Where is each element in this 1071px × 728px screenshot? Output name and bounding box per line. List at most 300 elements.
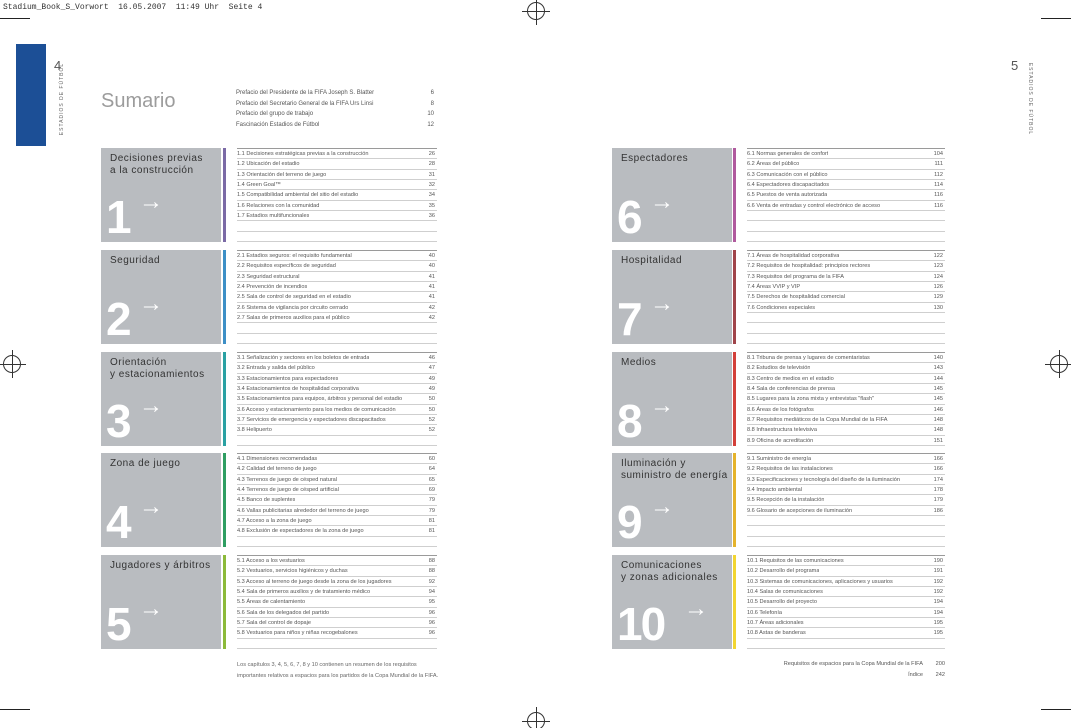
prelim-row[interactable]: Prefacio del grupo de trabajo 10 xyxy=(236,111,434,117)
toc-entry[interactable] xyxy=(237,211,437,221)
chapter-title: Zona de juego xyxy=(110,458,181,469)
toc-entry[interactable] xyxy=(237,628,437,638)
toc-entry-label: 3.3 Estacionamientos para espectadores xyxy=(237,375,339,382)
toc-entry-page: 36 xyxy=(428,212,435,219)
toc-entry[interactable] xyxy=(747,353,945,363)
toc-entry[interactable] xyxy=(747,577,945,587)
chapter-color-bar xyxy=(223,352,226,446)
preliminaries-list xyxy=(236,90,434,132)
toc-entry-page: 140 xyxy=(933,355,943,361)
toc-entry[interactable] xyxy=(747,292,945,302)
toc-entry[interactable] xyxy=(237,159,437,169)
toc-entry-label: 7.6 Condiciones especiales xyxy=(747,304,816,311)
toc-entry-page: 96 xyxy=(428,609,435,616)
toc-entry-label: 2.5 Sala de control de seguridad en el estadio xyxy=(237,294,351,301)
toc-entry[interactable] xyxy=(237,292,437,302)
toc-entry-page: 166 xyxy=(933,466,943,473)
toc-entry-label: 10.6 Telefonía xyxy=(747,609,783,616)
toc-empty-row xyxy=(747,211,945,221)
chapter-card-1[interactable] xyxy=(101,148,221,242)
toc-entry-label: 3.5 Estacionamientos para equipos, árbitros y personal del estadio xyxy=(237,396,403,403)
chapter-number: 3 xyxy=(106,395,130,447)
toc-entry[interactable] xyxy=(237,566,437,576)
toc-entry[interactable] xyxy=(747,405,945,415)
toc-entry[interactable] xyxy=(237,313,437,323)
chapter-color-bar xyxy=(223,555,226,649)
toc-entry-page: 96 xyxy=(428,630,435,637)
chapter-entries-10 xyxy=(747,555,945,649)
toc-entry[interactable] xyxy=(237,363,437,373)
chapter-entries-2 xyxy=(237,250,437,344)
toc-entry[interactable] xyxy=(237,506,437,516)
toc-entry-page: 145 xyxy=(933,396,943,403)
chapter-color-bar xyxy=(223,148,226,242)
chapter-color-bar xyxy=(733,453,736,547)
toc-entry-page: 28 xyxy=(428,161,435,168)
arrow-right-icon: → xyxy=(650,392,674,419)
toc-entry[interactable] xyxy=(747,251,945,261)
toc-entry[interactable] xyxy=(747,272,945,282)
prelim-row[interactable]: Fascinación Estadios de Fútbol 12 xyxy=(236,121,434,128)
toc-entry-page: 88 xyxy=(428,568,435,575)
toc-entry-page: 194 xyxy=(933,599,943,606)
toc-entry[interactable] xyxy=(237,475,437,485)
toc-entry-label: 7.5 Derechos de hospitalidad comercial xyxy=(747,294,845,301)
registration-mark-icon xyxy=(1050,355,1068,373)
arrow-right-icon: → xyxy=(650,493,674,520)
toc-entry-page: 40 xyxy=(428,263,435,270)
toc-entry-page: 94 xyxy=(428,588,435,595)
chapter-entries-7 xyxy=(747,250,945,344)
chapter-card-5[interactable] xyxy=(101,555,221,649)
toc-entry-page: 148 xyxy=(933,427,943,434)
toc-entry-page: 41 xyxy=(428,283,435,290)
toc-empty-row xyxy=(237,436,437,446)
toc-entry-label: 2.6 Sistema de vigilancia por circuito cerrado xyxy=(237,304,349,311)
toc-entry[interactable] xyxy=(747,436,945,446)
toc-entry-page: 47 xyxy=(428,365,435,372)
toc-entry-label: 6.6 Venta de entradas y control electrónico de acceso xyxy=(747,202,881,209)
toc-entry-label: 6.2 Áreas del público xyxy=(747,161,800,168)
arrow-right-icon: → xyxy=(650,188,674,215)
toc-entry[interactable] xyxy=(237,485,437,495)
toc-entry[interactable] xyxy=(237,201,437,211)
toc-entry-label: 7.4 Áreas VVIP y VIP xyxy=(747,283,801,290)
prelim-row[interactable]: Prefacio del Secretario General de la FIFA Urs Linsi 8 xyxy=(236,100,434,107)
chapter-color-bar xyxy=(733,250,736,344)
toc-entry-page: 194 xyxy=(933,609,943,616)
toc-entry-label: 3.6 Acceso y estacionamiento para los medios de comunicación xyxy=(237,406,396,413)
toc-entry-label: 5.4 Sala de primeros auxilios y de tratamiento médico xyxy=(237,588,371,595)
chapter-number: 10 xyxy=(617,598,665,650)
toc-entry-page: 64 xyxy=(428,466,435,473)
toc-entry[interactable] xyxy=(747,464,945,474)
toc-entry-label: 4.4 Terrenos de juego de césped artificial xyxy=(237,486,339,493)
toc-entry[interactable] xyxy=(237,526,437,536)
end-entry-requisitos[interactable]: Requisitos de espacios para la Copa Mundial de la FIFA 200 xyxy=(783,661,945,667)
toc-entry-page: 195 xyxy=(933,619,943,626)
chapter-card-7[interactable] xyxy=(612,250,732,344)
toc-entry-page: 143 xyxy=(933,365,943,372)
toc-entry-page: 146 xyxy=(933,406,943,413)
toc-entry-page: 104 xyxy=(933,151,943,157)
toc-entry-label: 6.5 Puestos de venta autorizada xyxy=(747,192,828,199)
toc-entry-label: 4.6 Vallas publicitarias alrededor del terreno de juego xyxy=(237,507,369,514)
toc-entry-label: 10.1 Requisitos de las comunicaciones xyxy=(747,558,844,564)
toc-entry-page: 31 xyxy=(428,171,435,178)
chapter-entries-4 xyxy=(237,453,437,547)
chapter-entries-5 xyxy=(237,555,437,649)
toc-entry-label: 9.3 Especificaciones y tecnología del diseño de la iluminación xyxy=(747,476,900,483)
toc-entry[interactable] xyxy=(747,394,945,404)
toc-entry-page: 46 xyxy=(428,355,435,361)
toc-entry-page: 95 xyxy=(428,599,435,606)
toc-entry[interactable] xyxy=(237,251,437,261)
right-page-number: 5 xyxy=(1011,58,1019,73)
toc-entry-label: 3.2 Entrada y salida del público xyxy=(237,365,315,372)
toc-entry[interactable] xyxy=(747,556,945,566)
toc-entry[interactable] xyxy=(747,485,945,495)
toc-entry[interactable] xyxy=(747,303,945,313)
toc-entry-page: 34 xyxy=(428,192,435,199)
toc-entry-label: 9.4 Impacto ambiental xyxy=(747,486,803,493)
toc-entry[interactable] xyxy=(747,170,945,180)
chapter-number: 5 xyxy=(106,598,130,650)
toc-entry-page: 35 xyxy=(428,202,435,209)
chapter-number: 8 xyxy=(617,395,641,447)
toc-entry-label: 5.5 Áreas de calentamiento xyxy=(237,599,306,606)
toc-entry-label: 1.5 Compatibilidad ambiental del sitio del estadio xyxy=(237,192,359,199)
chapter-number: 6 xyxy=(617,191,641,243)
toc-empty-row xyxy=(237,221,437,231)
toc-entry-label: 5.2 Vestuarios, servicios higiénicos y duchas xyxy=(237,568,348,575)
toc-empty-row xyxy=(237,232,437,242)
toc-entry[interactable] xyxy=(747,597,945,607)
toc-entry-page: 65 xyxy=(428,476,435,483)
chapter-entries-3 xyxy=(237,352,437,446)
toc-entry-label: 2.4 Prevención de incendios xyxy=(237,283,308,290)
toc-entry[interactable] xyxy=(237,190,437,200)
toc-entry-label: 3.8 Helipuerto xyxy=(237,427,272,434)
crop-mark xyxy=(1041,709,1071,710)
toc-entry-label: 4.7 Acceso a la zona de juego xyxy=(237,517,312,524)
toc-entry[interactable] xyxy=(747,190,945,200)
toc-entry[interactable] xyxy=(237,180,437,190)
toc-entry[interactable] xyxy=(747,425,945,435)
toc-entry[interactable] xyxy=(237,272,437,282)
toc-entry-label: 7.1 Áreas de hospitalidad corporativa xyxy=(747,253,840,259)
toc-entry-page: 41 xyxy=(428,294,435,301)
toc-entry-page: 122 xyxy=(933,253,943,259)
toc-entry[interactable] xyxy=(747,587,945,597)
toc-entry[interactable] xyxy=(747,384,945,394)
page-title: Sumario xyxy=(101,90,176,112)
toc-entry-label: 8.7 Requisitos mediáticos de la Copa Mundial de la FIFA xyxy=(747,416,888,423)
chapter-title: Comunicaciones y zonas adicionales xyxy=(621,560,718,583)
toc-entry-page: 151 xyxy=(933,437,943,444)
toc-entry-page: 174 xyxy=(933,476,943,483)
toc-entry[interactable] xyxy=(237,425,437,435)
chapter-entries-1 xyxy=(237,148,437,242)
toc-entry[interactable] xyxy=(237,577,437,587)
toc-entry-label: 8.5 Lugares para la zona mixta y entrevistas "flash" xyxy=(747,396,875,403)
toc-entry-page: 129 xyxy=(933,294,943,301)
toc-entry-page: 116 xyxy=(934,192,943,199)
chapter-title: Decisiones previas a la construcción xyxy=(110,153,203,176)
chapter-title: Jugadores y árbitros xyxy=(110,560,211,571)
toc-entry-page: 41 xyxy=(428,273,435,280)
chapter-entries-8 xyxy=(747,352,945,446)
toc-entry-page: 130 xyxy=(933,304,943,311)
chapter-card-10[interactable] xyxy=(612,555,732,649)
toc-entry-page: 52 xyxy=(428,427,435,434)
chapter-color-bar xyxy=(733,148,736,242)
toc-entry-page: 42 xyxy=(428,304,435,311)
toc-entry-page: 190 xyxy=(933,558,943,564)
toc-entry-label: 10.3 Sistemas de comunicaciones, aplicaciones y usuarios xyxy=(747,578,893,585)
toc-entry[interactable] xyxy=(747,261,945,271)
toc-entry-page: 116 xyxy=(934,202,943,209)
toc-entry-label: 4.1 Dimensiones recomendadas xyxy=(237,456,318,462)
arrow-right-icon: → xyxy=(139,290,163,317)
toc-empty-row xyxy=(237,639,437,649)
toc-entry[interactable] xyxy=(237,353,437,363)
footnote: Los capítulos 3, 4, 5, 6, 7, 8 y 10 contienen un resumen de los requisitos importantes relativos a espacios para los partidos de la Copa Mundial de la FIFA. xyxy=(237,662,439,679)
chapter-number: 1 xyxy=(106,191,130,243)
toc-entry[interactable] xyxy=(237,464,437,474)
toc-entry-page: 124 xyxy=(933,273,943,280)
toc-entry-label: 1.2 Ubicación del estadio xyxy=(237,161,300,168)
toc-entry-page: 79 xyxy=(428,497,435,504)
registration-mark-icon xyxy=(3,355,21,373)
registration-mark-icon xyxy=(527,2,545,20)
toc-entry-page: 111 xyxy=(934,161,943,168)
toc-entry[interactable] xyxy=(747,159,945,169)
toc-entry[interactable] xyxy=(237,608,437,618)
toc-empty-row xyxy=(747,232,945,242)
toc-entry[interactable] xyxy=(747,628,945,638)
toc-entry-label: 9.2 Requisitos de las instalaciones xyxy=(747,466,833,473)
toc-entry-page: 192 xyxy=(933,588,943,595)
toc-entry[interactable] xyxy=(747,282,945,292)
toc-entry-label: 9.5 Recepción de la instalación xyxy=(747,497,825,504)
toc-entry-label: 1.4 Green Goal™ xyxy=(237,181,281,188)
arrow-right-icon: → xyxy=(139,493,163,520)
toc-entry-label: 1.1 Decisiones estratégicas previas a la construcción xyxy=(237,151,369,157)
toc-entry-page: 42 xyxy=(428,314,435,321)
toc-entry-label: 3.7 Servicios de emergencia y espectadores discapacitados xyxy=(237,416,386,423)
toc-entry[interactable] xyxy=(237,261,437,271)
toc-entry[interactable] xyxy=(237,495,437,505)
toc-entry-label: 8.4 Sala de conferencias de prensa xyxy=(747,385,836,392)
toc-entry[interactable] xyxy=(747,201,945,211)
arrow-right-icon: → xyxy=(684,595,708,622)
toc-entry-page: 88 xyxy=(428,558,435,564)
toc-entry-page: 112 xyxy=(934,171,943,178)
toc-entry-page: 192 xyxy=(933,578,943,585)
toc-entry-page: 32 xyxy=(428,181,435,188)
toc-empty-row xyxy=(747,526,945,536)
toc-empty-row xyxy=(747,221,945,231)
toc-entry-label: 2.3 Seguridad estructural xyxy=(237,273,300,280)
toc-entry-page: 69 xyxy=(428,486,435,493)
toc-entry[interactable] xyxy=(237,149,437,159)
toc-entry-page: 92 xyxy=(428,578,435,585)
toc-entry-page: 145 xyxy=(933,385,943,392)
chapter-card-2[interactable] xyxy=(101,250,221,344)
left-page-tab xyxy=(16,44,46,146)
toc-empty-row xyxy=(747,639,945,649)
right-side-label: ESTADIOS DE FÚTBOL xyxy=(1027,62,1034,136)
toc-entry-label: 4.2 Calidad del terreno de juego xyxy=(237,466,317,473)
toc-entry[interactable] xyxy=(747,475,945,485)
toc-empty-row xyxy=(237,537,437,547)
chapter-color-bar xyxy=(733,352,736,446)
toc-entry[interactable] xyxy=(237,303,437,313)
toc-entry[interactable] xyxy=(237,556,437,566)
toc-entry-page: 114 xyxy=(934,181,943,188)
toc-entry-label: 2.1 Estadios seguros: el requisito fundamental xyxy=(237,253,352,259)
toc-entry-label: 9.6 Glosario de acepciones de iluminación xyxy=(747,507,853,514)
toc-entry[interactable] xyxy=(237,415,437,425)
toc-entry-page: 26 xyxy=(428,151,435,157)
arrow-right-icon: → xyxy=(139,392,163,419)
toc-entry-page: 195 xyxy=(933,630,943,637)
registration-mark-icon xyxy=(527,712,545,728)
toc-entry-label: 3.1 Señalización y sectores en los boletos de entrada xyxy=(237,355,370,361)
arrow-right-icon: → xyxy=(139,595,163,622)
toc-entry[interactable] xyxy=(237,405,437,415)
toc-entry-label: 8.1 Tribuna de prensa y lugares de comentaristas xyxy=(747,355,870,361)
toc-entry[interactable] xyxy=(747,506,945,516)
toc-entry-label: 9.1 Suministro de energía xyxy=(747,456,812,462)
crop-mark xyxy=(0,709,30,710)
toc-entry-page: 79 xyxy=(428,507,435,514)
toc-entry-label: 5.8 Vestuarios para niños y niñas recogebalones xyxy=(237,630,358,637)
chapter-card-8[interactable] xyxy=(612,352,732,446)
toc-entry[interactable] xyxy=(747,180,945,190)
toc-empty-row xyxy=(237,323,437,333)
toc-entry-page: 179 xyxy=(933,497,943,504)
toc-entry[interactable] xyxy=(747,495,945,505)
toc-entry-page: 166 xyxy=(933,456,943,462)
toc-entry[interactable] xyxy=(237,516,437,526)
toc-entry-page: 40 xyxy=(428,253,435,259)
toc-entry[interactable] xyxy=(237,384,437,394)
toc-entry-label: 8.9 Oficina de acreditación xyxy=(747,437,814,444)
toc-empty-row xyxy=(747,334,945,344)
toc-entry[interactable] xyxy=(747,608,945,618)
toc-entry-page: 186 xyxy=(933,507,943,514)
crop-mark xyxy=(0,18,30,19)
toc-entry[interactable] xyxy=(237,374,437,384)
toc-entry-label: 1.6 Relaciones con la comunidad xyxy=(237,202,320,209)
toc-entry-page: 96 xyxy=(428,619,435,626)
toc-entry-page: 178 xyxy=(933,486,943,493)
toc-empty-row xyxy=(747,516,945,526)
toc-entry[interactable] xyxy=(237,454,437,464)
prelim-row[interactable]: Prefacio del Presidente de la FIFA Joseph S. Blatter 6 xyxy=(236,90,434,96)
toc-entry-label: 8.6 Áreas de los fotógrafos xyxy=(747,406,814,413)
toc-entry[interactable] xyxy=(237,282,437,292)
toc-entry[interactable] xyxy=(747,415,945,425)
toc-entry-page: 81 xyxy=(428,517,435,524)
toc-entry[interactable] xyxy=(747,454,945,464)
chapter-title: Hospitalidad xyxy=(621,255,683,266)
toc-empty-row xyxy=(747,537,945,547)
toc-entry-page: 50 xyxy=(428,406,435,413)
toc-entry[interactable] xyxy=(747,149,945,159)
toc-entry-label: 1.3 Orientación del terreno de juego xyxy=(237,171,327,178)
toc-entry-label: 5.1 Acceso a los vestuarios xyxy=(237,558,305,564)
toc-entry-label: 2.2 Requisitos específicos de seguridad xyxy=(237,263,336,270)
left-side-label: ESTADIOS DE FÚTBOL xyxy=(59,62,66,136)
chapter-color-bar xyxy=(223,453,226,547)
toc-entry[interactable] xyxy=(747,566,945,576)
toc-entry-label: 10.4 Salas de comunicaciones xyxy=(747,588,823,595)
chapter-number: 2 xyxy=(106,293,130,345)
toc-entry[interactable] xyxy=(237,170,437,180)
toc-entry-label: 3.4 Estacionamientos de hospitalidad corporativa xyxy=(237,385,359,392)
toc-entry-page: 49 xyxy=(428,375,435,382)
toc-entry[interactable] xyxy=(237,597,437,607)
toc-entry-label: 4.5 Banco de suplentes xyxy=(237,497,296,504)
toc-entry[interactable] xyxy=(747,363,945,373)
toc-entry-label: 2.7 Salas de primeros auxilios para el público xyxy=(237,314,350,321)
toc-entry-label: 8.8 Infraestructura televisiva xyxy=(747,427,817,434)
chapter-card-3[interactable] xyxy=(101,352,221,446)
chapter-number: 9 xyxy=(617,496,641,548)
toc-entry-page: 49 xyxy=(428,385,435,392)
chapter-card-6[interactable] xyxy=(612,148,732,242)
toc-entry-label: 4.3 Terrenos de juego de césped natural xyxy=(237,476,338,483)
toc-entry-label: 5.7 Sala del control de dopaje xyxy=(237,619,312,626)
toc-entry-page: 148 xyxy=(933,416,943,423)
toc-entry-page: 60 xyxy=(428,456,435,462)
toc-entry-page: 126 xyxy=(933,283,943,290)
toc-entry-label: 6.1 Normas generales de confort xyxy=(747,151,829,157)
toc-entry[interactable] xyxy=(747,374,945,384)
toc-entry-page: 81 xyxy=(428,528,435,535)
toc-entry-label: 6.4 Espectadores discapacitados xyxy=(747,181,830,188)
toc-entry-page: 52 xyxy=(428,416,435,423)
toc-entry-page: 191 xyxy=(933,568,943,575)
toc-entry[interactable] xyxy=(237,618,437,628)
chapter-title: Iluminación y suministro de energía xyxy=(621,458,728,481)
toc-entry-page: 50 xyxy=(428,396,435,403)
chapter-color-bar xyxy=(733,555,736,649)
toc-entry[interactable] xyxy=(747,618,945,628)
toc-empty-row xyxy=(237,334,437,344)
toc-entry-label: 7.3 Requisitos del programa de la FIFA xyxy=(747,273,845,280)
chapter-title: Orientación y estacionamientos xyxy=(110,357,205,380)
chapter-title: Espectadores xyxy=(621,153,689,164)
chapter-entries-6 xyxy=(747,148,945,242)
end-entry-indice[interactable]: Índice 242 xyxy=(908,672,945,678)
crop-mark xyxy=(1041,18,1071,19)
chapter-number: 7 xyxy=(617,293,641,345)
toc-entry-label: 10.7 Áreas adicionales xyxy=(747,619,804,626)
chapter-title: Seguridad xyxy=(110,255,161,266)
toc-entry[interactable] xyxy=(237,587,437,597)
toc-entry-label: 5.6 Sala de los delegados del partido xyxy=(237,609,330,616)
chapter-card-9[interactable] xyxy=(612,453,732,547)
toc-entry[interactable] xyxy=(237,394,437,404)
printer-slug: Stadium_Book_S_Vorwort 16.05.2007 11:49 Uhr Seite 4 xyxy=(3,3,263,12)
chapter-card-4[interactable] xyxy=(101,453,221,547)
arrow-right-icon: → xyxy=(650,290,674,317)
toc-entry-label: 10.8 Astas de banderas xyxy=(747,630,806,637)
